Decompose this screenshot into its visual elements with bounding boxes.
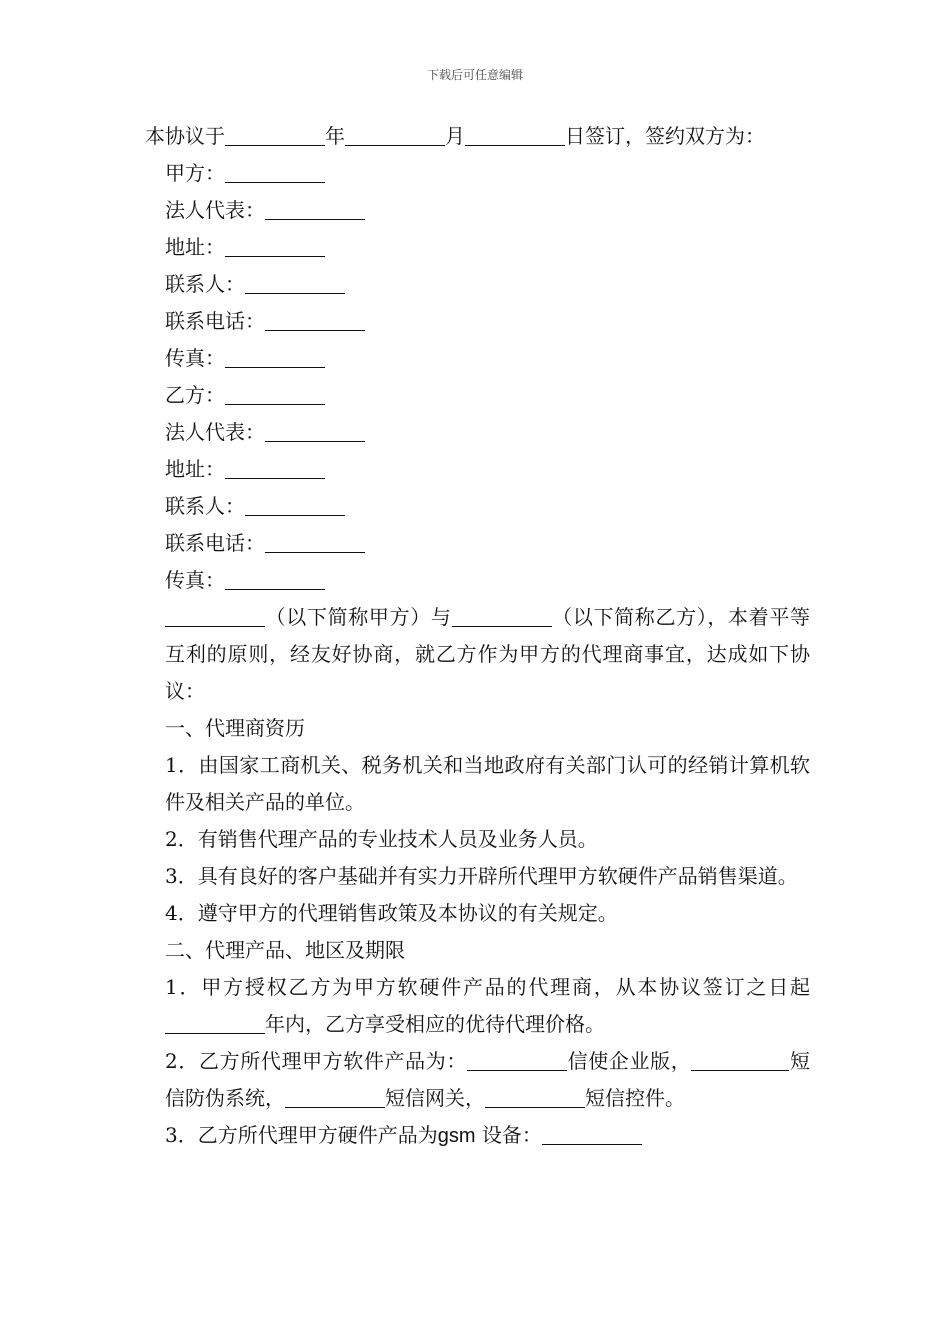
preamble-text-a: （以下简称甲方）与 xyxy=(265,605,452,629)
field-label: 联系人： xyxy=(165,494,245,518)
party-a-contact xyxy=(145,266,810,303)
field-blank xyxy=(245,493,345,516)
field-blank xyxy=(225,382,325,405)
field-blank xyxy=(225,567,325,590)
item-text: 3．乙方所代理甲方硬件产品为 xyxy=(165,1123,438,1147)
party-a-phone xyxy=(145,303,810,340)
section2-item-3 xyxy=(145,1117,810,1155)
year-label: 年 xyxy=(325,124,345,148)
field-blank xyxy=(225,456,325,479)
field-blank xyxy=(265,308,365,331)
month-blank xyxy=(345,123,445,146)
party-a-rep xyxy=(145,192,810,229)
section2-item-2 xyxy=(145,1043,810,1117)
field-label: 甲方： xyxy=(165,161,225,185)
party-b-name xyxy=(145,377,810,414)
section1-item: 1．由国家工商机关、税务机关和当地政府有关部门认可的经销计算机软件及相关产品的单位。 xyxy=(165,753,810,814)
section1-item: 3．具有良好的客户基础并有实力开辟所代理甲方软硬件产品销售渠道。 xyxy=(165,864,798,888)
party-b-blank xyxy=(452,604,552,627)
section2-title: 二、代理产品、地区及期限 xyxy=(165,938,405,962)
year-blank xyxy=(225,123,325,146)
product-blank xyxy=(467,1048,567,1071)
product-blank xyxy=(485,1085,585,1108)
field-label: 乙方： xyxy=(165,383,225,407)
field-label: 联系电话： xyxy=(165,531,265,555)
party-a-name xyxy=(145,155,810,192)
item-text: 短信防伪系统， xyxy=(165,1049,810,1110)
page-header: 下载后可任意编辑 xyxy=(426,68,523,82)
item-text: 信使企业版， xyxy=(567,1049,692,1073)
item-text: 1．甲方授权乙方为甲方软硬件产品的代理商，从本协议签订之日起 xyxy=(165,975,810,999)
preamble-text-b: （以下简称乙方），本着平等互利的原则，经友好协商，就乙方作为甲方的代理商事宜，达成如下协议： xyxy=(165,605,811,703)
item-text: 短信网关， xyxy=(385,1086,485,1110)
party-b-addr xyxy=(145,451,810,488)
device-blank xyxy=(542,1122,642,1145)
document-body xyxy=(145,118,810,1155)
field-blank xyxy=(265,530,365,553)
day-blank xyxy=(465,123,565,146)
section1-title: 一、代理商资历 xyxy=(165,716,305,740)
section1-item: 2．有销售代理产品的专业技术人员及业务人员。 xyxy=(165,827,598,851)
month-label: 月 xyxy=(445,124,465,148)
party-b-rep xyxy=(145,414,810,451)
product-blank-continued xyxy=(767,1048,789,1071)
field-blank xyxy=(265,419,365,442)
item-text-latin: gsm xyxy=(437,1125,476,1147)
field-label: 法人代表： xyxy=(165,420,265,444)
field-blank xyxy=(245,271,345,294)
field-label: 传真： xyxy=(165,346,225,370)
years-blank xyxy=(165,1011,265,1034)
field-blank xyxy=(225,160,325,183)
field-blank xyxy=(225,345,325,368)
product-blank xyxy=(285,1085,385,1108)
field-label: 法人代表： xyxy=(165,198,265,222)
field-blank xyxy=(265,197,365,220)
party-b-contact xyxy=(145,488,810,525)
product-blank xyxy=(691,1048,767,1071)
field-label: 地址： xyxy=(165,457,225,481)
intro-text: 本协议于 xyxy=(145,124,225,148)
field-label: 联系电话： xyxy=(165,309,265,333)
item-text: 年内，乙方享受相应的优待代理价格。 xyxy=(265,1012,605,1036)
party-a-fax xyxy=(145,340,810,377)
field-blank xyxy=(225,234,325,257)
field-label: 联系人： xyxy=(165,272,245,296)
party-a-addr xyxy=(145,229,810,266)
intro-suffix: 日签订，签约双方为： xyxy=(565,124,765,148)
preamble-paragraph xyxy=(145,599,810,710)
section2-item-1 xyxy=(145,969,810,1043)
item-text: 设备： xyxy=(475,1123,542,1147)
intro-line xyxy=(145,118,810,155)
party-b-phone xyxy=(145,525,810,562)
party-b-fax xyxy=(145,562,810,599)
item-text: 2．乙方所代理甲方软件产品为： xyxy=(165,1049,468,1073)
party-a-blank xyxy=(165,604,265,627)
section1-item: 4．遵守甲方的代理销售政策及本协议的有关规定。 xyxy=(165,901,618,925)
item-text: 短信控件。 xyxy=(585,1086,685,1110)
field-label: 地址： xyxy=(165,235,225,259)
field-label: 传真： xyxy=(165,568,225,592)
